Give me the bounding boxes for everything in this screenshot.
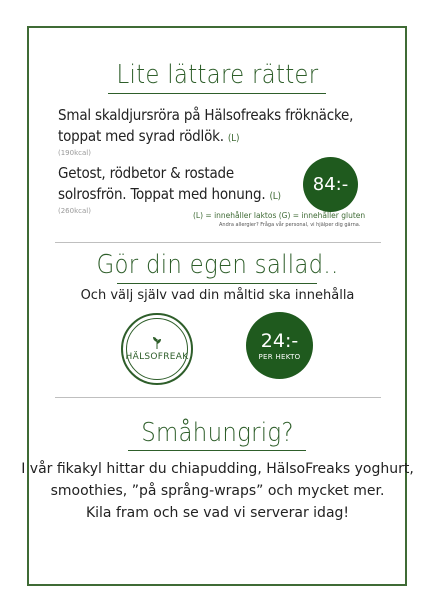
- lactose-tag: (L): [227, 133, 240, 144]
- price-badge-24: [246, 312, 313, 379]
- allergy-note: Andra allergier? Fråga vår personal, vi hjälper dig gärna.: [219, 222, 361, 228]
- dish-seafood-kcal: (190kcal): [58, 149, 91, 157]
- section-title-small-hungry: Småhungrig?: [141, 418, 294, 448]
- leaf-icon: [150, 336, 164, 350]
- snack-line-2: smoothies, ”på språng-wraps” och mycket mer.: [50, 483, 385, 499]
- dish-goat-cheese-kcal: (260kcal): [58, 207, 91, 215]
- lactose-tag: (L): [269, 191, 281, 202]
- section-title-make-salad: Gör din egen sallad..: [96, 250, 339, 280]
- snack-line-3: Kila fram och se vad vi serverar idag!: [85, 505, 350, 521]
- price-text: 24:-: [260, 329, 299, 352]
- price-unit: PER HEKTO: [258, 352, 301, 361]
- title-underline: [128, 450, 306, 451]
- title-underline: [117, 283, 317, 284]
- salad-subtitle: Och välj själv vad din måltid ska innehålla: [80, 288, 355, 303]
- allergen-legend: (L) = innehåller laktos (G) = innehåller gluten: [193, 211, 366, 220]
- section-separator: [55, 397, 381, 398]
- title-underline: [108, 93, 326, 94]
- section-title-lighter-dishes: Lite lättare rätter: [116, 60, 319, 90]
- dish-goat-cheese: [58, 163, 298, 207]
- price-text: 84:-: [312, 174, 349, 195]
- snack-line-1: I vår fikakyl hittar du chiapudding, HälsoFreaks yoghurt,: [21, 461, 414, 477]
- section-separator: [55, 242, 381, 243]
- dish-seafood: [58, 105, 388, 149]
- price-badge-84: [303, 157, 358, 212]
- logo-wordmark: HÄLSOFREAK: [125, 352, 189, 362]
- dish-goat-cheese-text: Getost, rödbetor & rostade solrosfrön. Toppat med honung.: [58, 164, 266, 203]
- halsofreak-logo: [121, 313, 193, 385]
- dish-seafood-text: Smal skaldjursröra på Hälsofreaks fröknäcke, toppat med syrad rödlök.: [58, 106, 354, 145]
